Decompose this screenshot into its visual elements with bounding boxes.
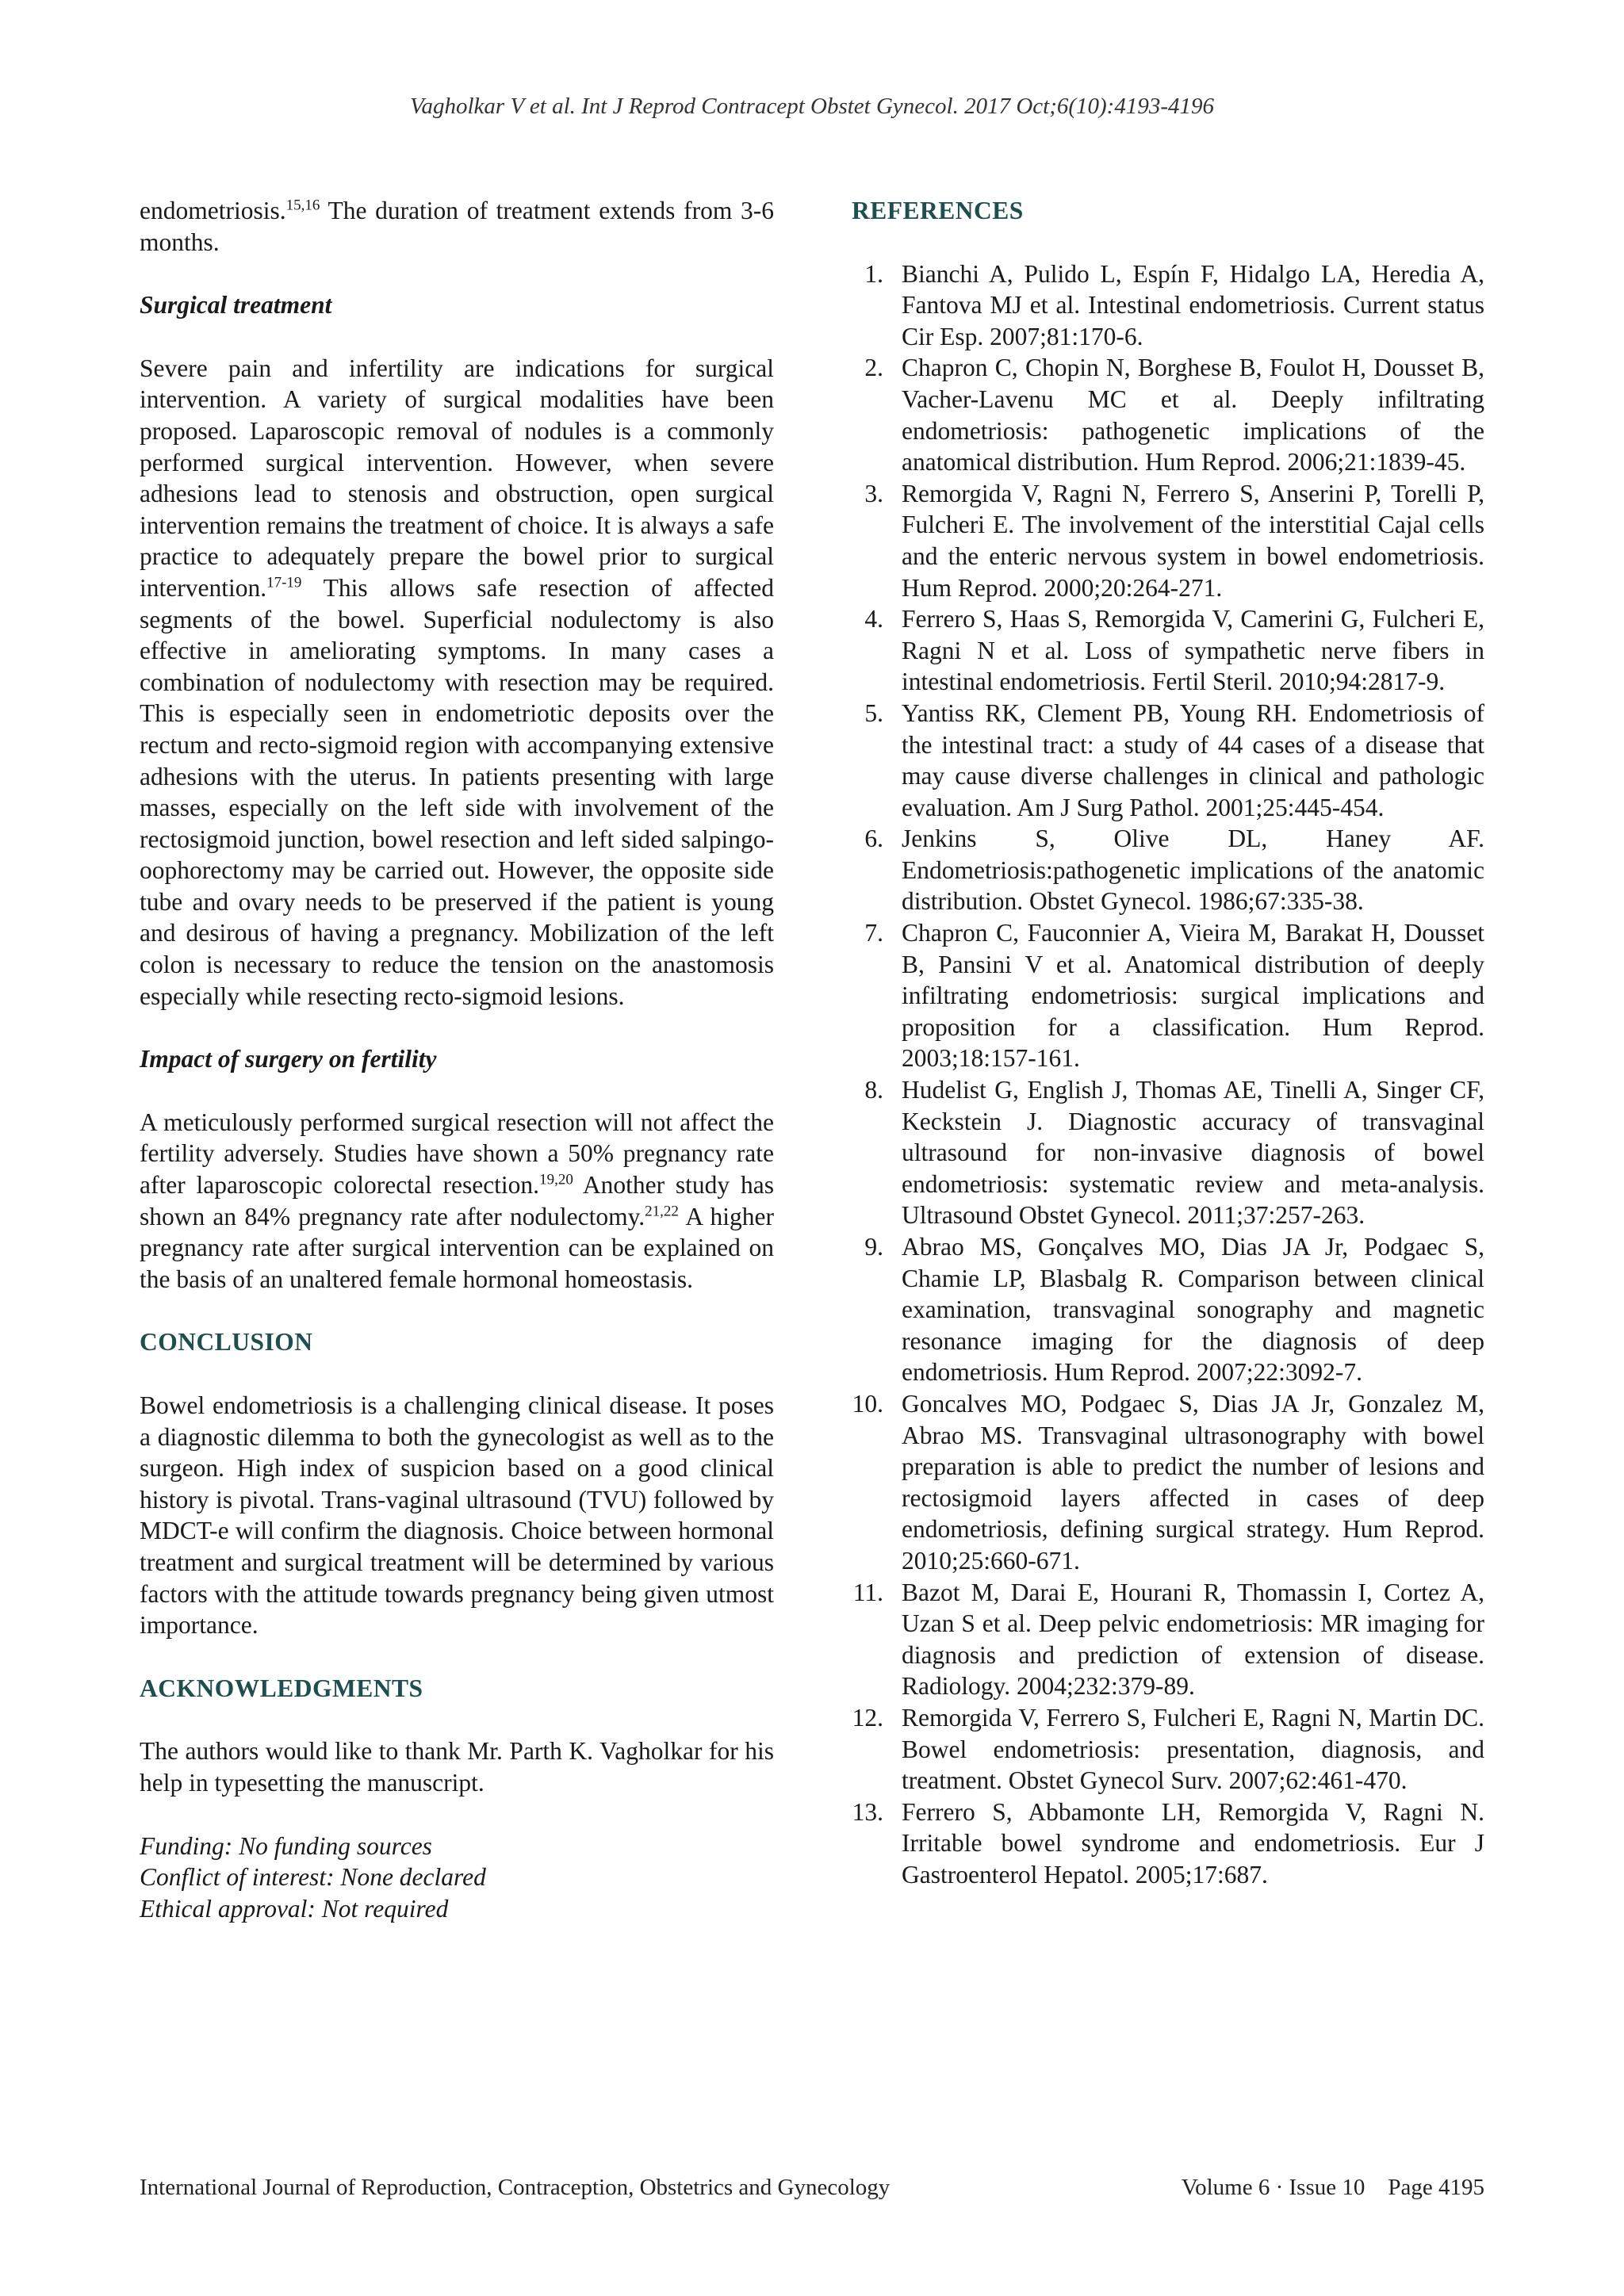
impact-text-1: A meticulously performed surgical resection will not affect the fertility adversely. Studies have shown a 50% pregnancy rate after laparoscopic colorectal resection. (140, 1108, 774, 1200)
running-header: Vagholkar V et al. Int J Reprod Contracept Obstet Gynecol. 2017 Oct;6(10):4193-4196 (410, 94, 1214, 119)
citation-sup: 19,20 (539, 1171, 573, 1188)
reference-item (852, 917, 1484, 1074)
reference-item (852, 1797, 1484, 1891)
reference-text: Yantiss RK, Clement PB, Young RH. Endometriosis of the intestinal tract: a study of 44 cases of a disease that may cause diverse challenges in clinical and pathologic evaluation. Am J Surg Pathol. 2001;25:445-454. (902, 698, 1484, 821)
footer-journal-name: International Journal of Reproduction, Contraception, Obstetrics and Gynecology (140, 2175, 891, 2200)
footer-volume-page: Volume 6 · Issue 10 Page 4195 (1181, 2175, 1484, 2200)
reference-text: Ferrero S, Abbamonte LH, Remorgida V, Ragni N. Irritable bowel syndrome and endometriosis. Eur J Gastroenterol Hepatol. 2005;17:687. (902, 1797, 1484, 1888)
citation-sup: 21,22 (645, 1203, 679, 1220)
reference-number: 1. (864, 259, 883, 288)
reference-text: Abrao MS, Gonçalves MO, Dias JA Jr, Podgaec S, Chamie LP, Blasbalg R. Comparison between clinical examination, transvaginal sonography and magnetic resonance imaging for the diagnosis of deep endometriosis. Hum Reprod. 2007;22:3092-7. (902, 1233, 1484, 1387)
conclusion-paragraph: Bowel endometriosis is a challenging clinical disease. It poses a diagnostic dilemma to both the gynecologist as well as to the surgeon. High index of suspicion based on a good clinical history is pivotal. Trans-vaginal ultrasound (TVU) followed by MDCT-e will confirm the diagnosis. Choice between hormonal treatment and surgical treatment will be determined by various factors with the attitude towards pregnancy being given utmost importance. (140, 1391, 774, 1640)
reference-list (852, 258, 1484, 1891)
intro-text: endometriosis. (140, 197, 286, 224)
reference-item (852, 698, 1484, 823)
reference-number: 12. (852, 1703, 883, 1732)
reference-text: Chapron C, Chopin N, Borghese B, Foulot H, Dousset B, Vacher-Lavenu MC et al. Deeply infiltrating endometriosis: pathogenetic implications of the anatomical distribution. Hum Reprod. 2006;21:1839-45. (902, 354, 1484, 476)
reference-text: Chapron C, Fauconnier A, Vieira M, Barakat H, Dousset B, Pansini V et al. Anatomical distribution of deeply infiltrating endometriosis: surgical implications and proposition for a classification. Hum Reprod. 2003;18:157-161. (902, 919, 1484, 1073)
reference-item (852, 478, 1484, 603)
reference-number: 6. (864, 825, 883, 853)
reference-number: 5. (864, 698, 883, 727)
subheading-surgical-treatment: Surgical treatment (140, 291, 332, 320)
ethics-statement: Ethical approval: Not required (140, 1894, 449, 1923)
reference-text: Bazot M, Darai E, Hourani R, Thomassin I, Cortez A, Uzan S et al. Deep pelvic endometriosis: MR imaging for diagnosis and prediction of extension of disease. Radiology. 2004;232:379-89. (902, 1578, 1484, 1701)
section-heading-references: REFERENCES (852, 197, 1024, 224)
section-heading-acknowledgments: ACKNOWLEDGMENTS (140, 1674, 423, 1702)
intro-paragraph (140, 195, 774, 258)
section-heading-conclusion: CONCLUSION (140, 1328, 313, 1357)
reference-item (852, 823, 1484, 917)
reference-number: 11. (852, 1578, 883, 1606)
right-column (852, 195, 1484, 1890)
reference-text: Ferrero S, Haas S, Remorgida V, Camerini G, Fulcheri E, Ragni N et al. Loss of sympathetic nerve fibers in intestinal endometriosis. Fertil Steril. 2010;94:2817-9. (902, 605, 1484, 696)
reference-number: 3. (864, 479, 883, 507)
impact-paragraph (140, 1107, 774, 1295)
intro-text-rest: The duration of treatment extends from 3-6 months. (140, 197, 774, 256)
reference-item (852, 352, 1484, 477)
reference-item (852, 1577, 1484, 1702)
surgical-text-1: Severe pain and infertility are indications for surgical intervention. A variety of surgical modalities have been proposed. Laparoscopic removal of nodules is a commonly performed surgical intervention. However, when severe adhesions lead to stenosis and obstruction, open surgical intervention remains the treatment of choice. It is always a safe practice to adequately prepare the bowel prior to surgical intervention. (140, 354, 774, 602)
reference-item (852, 1388, 1484, 1577)
funding-statement: Funding: No funding sources (140, 1831, 432, 1860)
reference-text: Remorgida V, Ferrero S, Fulcheri E, Ragni N, Martin DC. Bowel endometriosis: presentation, diagnosis, and treatment. Obstet Gynecol Surv. 2007;62:461-470. (902, 1703, 1484, 1795)
reference-item (852, 258, 1484, 353)
impact-text-2: Another study has shown an 84% pregnancy rate after nodulectomy. (140, 1171, 774, 1230)
reference-item (852, 603, 1484, 698)
declarations (140, 1831, 774, 1925)
subheading-impact-fertility: Impact of surgery on fertility (140, 1045, 437, 1073)
impact-text-3: A higher pregnancy rate after surgical intervention can be explained on the basis of an unaltered female hormonal homeostasis. (140, 1202, 774, 1293)
citation-sup: 17-19 (266, 574, 302, 591)
left-column (140, 195, 774, 1924)
reference-number: 9. (864, 1233, 883, 1261)
acknowledgments-paragraph: The authors would like to thank Mr. Parth K. Vagholkar for his help in typesetting the manuscript. (140, 1737, 774, 1797)
reference-text: Goncalves MO, Podgaec S, Dias JA Jr, Gonzalez M, Abrao MS. Transvaginal ultrasonography with bowel preparation is able to predict the number of lesions and rectosigmoid layers affected in cases of deep endometriosis, defining surgical strategy. Hum Reprod. 2010;25:660-671. (902, 1389, 1484, 1575)
reference-item (852, 1074, 1484, 1231)
reference-number: 10. (852, 1389, 883, 1418)
reference-number: 13. (852, 1797, 883, 1826)
conflict-statement: Conflict of interest: None declared (140, 1863, 486, 1892)
reference-number: 2. (864, 354, 883, 382)
citation-sup: 15,16 (285, 197, 320, 214)
reference-text: Hudelist G, English J, Thomas AE, Tinelli A, Singer CF, Keckstein J. Diagnostic accuracy of transvaginal ultrasound for non-invasive diagnosis of bowel endometriosis: systematic review and meta-analysis. Ultrasound Obstet Gynecol. 2011;37:257-263. (902, 1076, 1484, 1230)
reference-item (852, 1702, 1484, 1797)
reference-text: Remorgida V, Ragni N, Ferrero S, Anserini P, Torelli P, Fulcheri E. The involvement of the interstitial Cajal cells and the enteric nervous system in bowel endometriosis. Hum Reprod. 2000;20:264-271. (902, 479, 1484, 602)
reference-number: 7. (864, 919, 883, 947)
reference-text: Bianchi A, Pulido L, Espín F, Hidalgo LA, Heredia A, Fantova MJ et al. Intestinal endometriosis. Current status Cir Esp. 2007;81:170-6. (902, 259, 1484, 350)
surgical-paragraph (140, 353, 774, 1012)
reference-number: 8. (864, 1076, 883, 1104)
reference-number: 4. (864, 605, 883, 633)
surgical-text-2: This allows safe resection of affected segments of the bowel. Superficial nodulectomy is also effective in ameliorating symptoms. In many cases a combination of nodulectomy with resection may be required. This is especially seen in endometriotic deposits over the rectum and recto-sigmoid region with accompanying extensive adhesions with the uterus. In patients presenting with large masses, especially on the left side with involvement of the rectosigmoid junction, bowel resection and left sided salpingo-oophorectomy may be carried out. However, the opposite side tube and ovary needs to be preserved if the patient is young and desirous of having a pregnancy. Mobilization of the left colon is necessary to reduce the tension on the anastomosis especially while resecting recto-sigmoid lesions. (140, 573, 774, 1010)
reference-text: Jenkins S, Olive DL, Haney AF. Endometriosis:pathogenetic implications of the anatomic distribution. Obstet Gynecol. 1986;67:335-38. (902, 825, 1484, 916)
reference-item (852, 1231, 1484, 1388)
